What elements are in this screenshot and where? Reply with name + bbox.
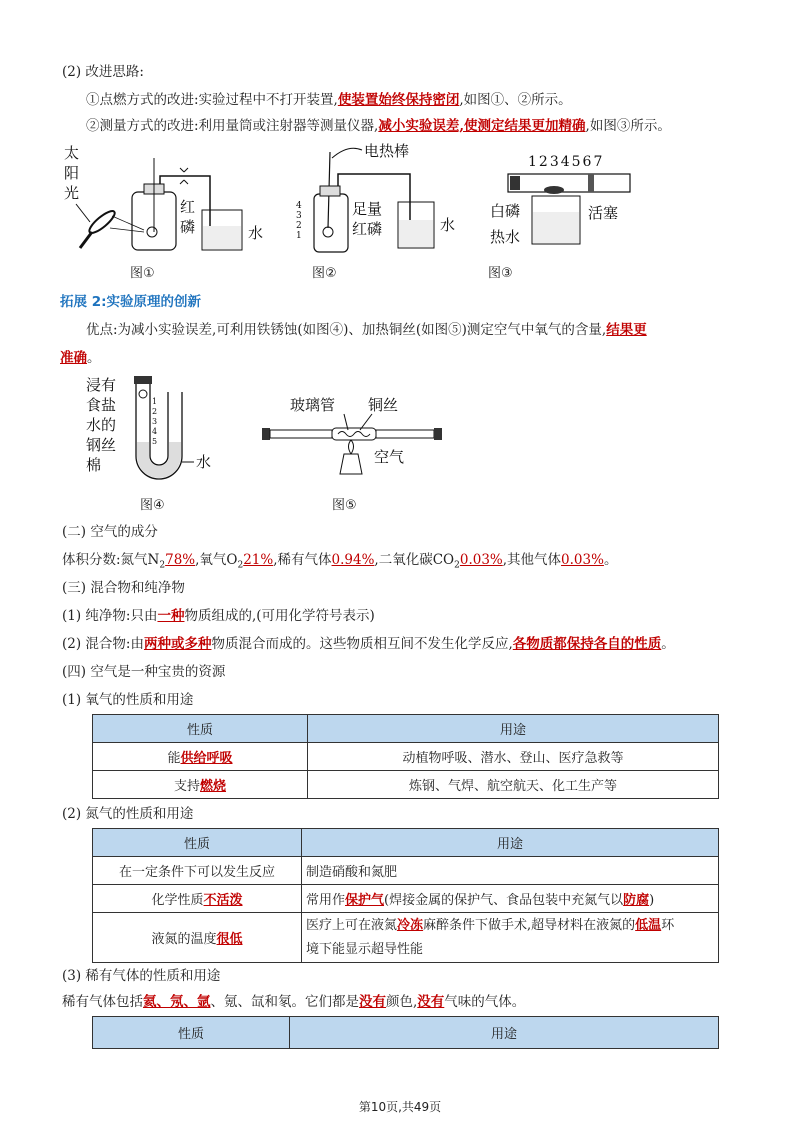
table-row [93,885,719,913]
figure-5-diagram [258,392,448,488]
mixture-line [62,632,675,652]
scale-mark: 4 [152,427,158,436]
label-sun-1: 太 [64,144,80,162]
figure-2-diagram [292,138,472,258]
syringe-right [376,430,434,438]
value-nitrogen: 78% [165,552,196,568]
label-sun-2: 阳 [64,164,80,182]
flask [314,194,348,252]
key-text: 不活泼 [203,893,243,908]
key-text: 氦、氖、氩 [143,994,211,1010]
text: (1) 纯净物:只由 [62,608,158,624]
table-row [93,743,719,771]
label: 食盐 [86,396,117,414]
text: 、氪、氙和氡。它们都是 [210,994,359,1010]
text: 颜色, [386,994,418,1010]
text: ,如图①、②所示。 [459,92,572,108]
text: 。 [87,350,101,366]
cell-use [302,913,719,963]
text: ,如图③所示。 [585,118,671,134]
scale-mark: 1 [296,231,302,241]
label-white-p: 白磷 [490,202,521,220]
header-property: 性质 [93,715,308,743]
scale-mark: 3 [152,417,158,426]
text: 医疗上可在液氮 [306,917,398,933]
syringe-end [510,176,520,190]
label-water: 水 [248,224,264,242]
text: ①点燃方式的改进:实验过程中不打开装置, [86,92,338,108]
value-oxygen: 21% [243,552,274,568]
table-row [93,771,719,799]
light-ray [112,216,144,230]
mixture-heading: (三) 混合物和纯净物 [62,580,185,596]
stopper [320,186,340,196]
label-sun-3: 光 [64,184,80,202]
label: 棉 [86,456,102,474]
text: 麻醉条件下做手术,超导材料在液氮的 [423,917,636,933]
spoon [323,227,333,237]
text: ,氧气O [195,552,238,568]
figure-4-caption: 图④ [140,498,165,513]
pure-substance-line [62,604,375,624]
figure-5-caption: 图⑤ [332,498,357,513]
nitrogen-table [92,828,719,963]
rare-gas-heading: (3) 稀有气体的性质和用途 [62,968,221,984]
key-text: 减小实验误差,使测定结果更加精确 [378,118,586,134]
flame [349,440,354,454]
improve-line-2 [86,114,671,134]
text: ,稀有气体 [273,552,332,568]
key-text: 防腐 [623,893,650,908]
table-header-row [93,829,719,857]
label-air: 空气 [374,448,405,466]
label-hot-water: 热水 [490,228,521,246]
text: 体积分数:氮气N [62,552,160,568]
improve-line-1 [86,88,572,108]
alcohol-lamp [340,454,362,474]
nitrogen-heading: (2) 氮气的性质和用途 [62,806,194,822]
text: 稀有气体包括 [62,994,143,1010]
light-ray [110,228,144,232]
key-text: 准确 [60,350,87,366]
syringe-end-right [434,428,442,440]
key-text: 保护气 [345,893,385,908]
key-text: 供给呼吸 [180,751,233,766]
rare-gas-table [92,1016,719,1049]
spoon [147,227,157,237]
label-glass-tube: 玻璃管 [290,396,336,414]
subscript: 2 [454,560,460,571]
resource-heading: (四) 空气是一种宝贵的资源 [62,664,226,680]
text: 物质组成的,(可用化学符号表示) [184,608,375,624]
figure-1-diagram [62,140,272,260]
header-property: 性质 [93,829,302,857]
cell-property [93,771,308,799]
label-enough: 足量 [352,200,383,218]
cell-use: 动植物呼吸、潜水、登山、医疗急救等 [308,743,719,771]
text: 。 [661,636,675,652]
table-row [93,857,719,885]
scale-mark: 2 [152,407,158,416]
rare-gas-line [62,990,525,1010]
oxygen-table [92,714,719,799]
value-other: 0.03% [561,552,604,568]
subscript: 2 [237,560,244,571]
label-heating-rod: 电热棒 [364,142,410,160]
pointer-line [76,204,90,222]
key-text: 燃烧 [200,779,227,794]
header-property: 性质 [93,1017,290,1049]
extension-2-advantage-cont [60,346,101,366]
air-composition-line [62,548,617,571]
syringe-end-left [262,428,270,440]
label: 水的 [86,416,117,434]
hot-water [533,212,579,243]
label-water: 水 [440,216,456,234]
key-text: 结果更 [606,322,647,338]
header-use: 用途 [302,829,719,857]
scale-mark: 1 [152,397,158,406]
label-red-p-2: 磷 [180,218,196,236]
value-rare-gas: 0.94% [331,552,375,568]
cell-property [93,743,308,771]
label-copper-wire: 铜丝 [368,396,399,414]
key-text: 没有 [359,994,386,1010]
steel-wool [139,390,147,398]
header-use: 用途 [290,1017,719,1049]
text: 环 [661,917,675,933]
table-header-row [93,1017,719,1049]
label: 浸有 [86,376,117,394]
table-row [93,913,719,963]
scale-mark: 5 [152,437,158,446]
key-text: 使装置始终保持密闭 [337,92,460,108]
figure-3-caption: 图③ [488,266,513,281]
text: 支持 [173,779,200,794]
figure-2-caption: 图② [312,266,337,281]
cell-use [302,885,719,913]
syringe-left [270,430,332,438]
text: 化学性质 [151,893,204,908]
extension-2-advantage [86,318,647,338]
text: 境下能显示超导性能 [306,941,424,957]
cell-property [93,913,302,963]
text: (焊接金属的保护气、食品包装中充氮气以 [384,893,624,908]
air-composition-heading: (二) 空气的成分 [62,524,158,540]
page-footer: 第10页,共49页 [358,1100,442,1114]
improve-heading: (2) 改进思路: [62,64,144,80]
value-co2: 0.03% [459,552,503,568]
text: 优点:为减小实验误差,可利用铁锈蚀(如图④)、加热铜丝(如图⑤)测定空气中氧气的含量, [86,322,607,338]
cell-use: 炼钢、气焊、航空航天、化工生产等 [308,771,719,799]
oxygen-heading: (1) 氧气的性质和用途 [62,692,194,708]
text: ) [649,893,655,908]
extension-2-title: 拓展 2:实验原理的创新 [60,294,201,310]
header-use: 用途 [308,715,719,743]
text: (2) 混合物:由 [62,636,144,652]
cell-property [93,885,302,913]
scale-mark: 3 [296,211,302,221]
text: 液氮的温度 [151,932,217,947]
key-text: 两种或多种 [143,636,212,652]
text: ②测量方式的改进:利用量筒或注射器等测量仪器, [86,118,379,134]
text: 物质混合而成的。这些物质相互间不发生化学反应, [211,636,513,652]
beaker-water [399,220,433,247]
key-text: 低温 [635,917,662,933]
magnifier-handle [80,232,92,248]
key-text: 很低 [216,932,243,947]
syringe-tube [508,174,630,192]
key-text: 各物质都保持各自的性质 [512,636,662,652]
label-red-p: 红磷 [352,220,383,238]
figure-4-diagram [84,372,234,492]
cell-property: 在一定条件下可以发生反应 [93,857,302,885]
figure-3-diagram [488,150,638,258]
white-phosphorus [544,186,564,194]
text: 气味的气体。 [444,994,526,1010]
label-red-p-1: 红 [180,198,196,216]
figure-1-caption: 图① [130,266,155,281]
key-text: 一种 [157,608,185,624]
label-water: 水 [196,453,212,471]
beaker-water [203,226,241,249]
key-text: 没有 [417,994,445,1010]
copper-coil [338,432,370,437]
stopper [134,376,152,384]
text: 常用作 [306,893,346,908]
text: ,二氧化碳CO [374,552,455,568]
table-header-row [93,715,719,743]
label-piston: 活塞 [588,204,619,222]
scale-mark: 2 [296,221,302,231]
scale-mark: 4 [296,201,302,211]
cell-use: 制造硝酸和氮肥 [302,857,719,885]
key-text: 冷冻 [397,917,424,933]
scale-numbers: 1234567 [528,154,605,170]
subscript: 2 [159,560,166,571]
wire [332,148,362,158]
text: 。 [603,552,618,568]
plunger [588,174,594,192]
text: 能 [167,751,181,766]
text: ,其他气体 [502,552,562,568]
label: 钢丝 [86,436,117,454]
